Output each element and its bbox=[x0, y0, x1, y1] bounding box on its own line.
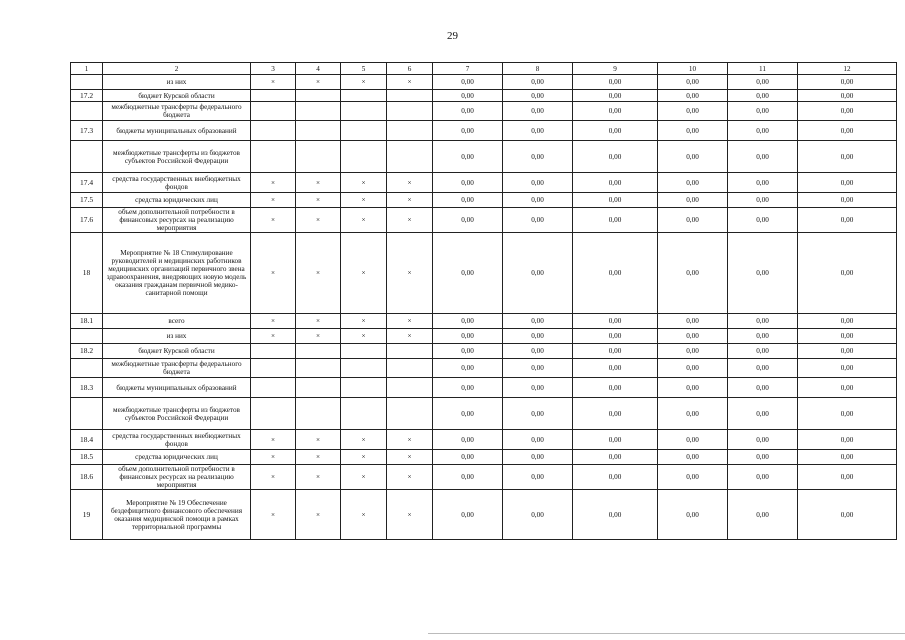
row-number bbox=[71, 359, 103, 378]
value-cell: 0,00 bbox=[728, 121, 798, 141]
value-cell: 0,00 bbox=[433, 75, 503, 90]
row-name: межбюджетные трансферты федерального бюджета bbox=[103, 359, 251, 378]
value-cell: 0,00 bbox=[433, 233, 503, 314]
value-cell: 0,00 bbox=[658, 90, 728, 102]
value-cell: 0,00 bbox=[573, 314, 658, 329]
value-cell: × bbox=[296, 75, 341, 90]
value-cell: 0,00 bbox=[433, 344, 503, 359]
row-number bbox=[71, 141, 103, 173]
table-row bbox=[71, 193, 897, 208]
value-cell: 0,00 bbox=[658, 314, 728, 329]
table-row bbox=[71, 465, 897, 490]
table-row bbox=[71, 450, 897, 465]
header-cell: 5 bbox=[341, 63, 387, 75]
value-cell bbox=[251, 359, 296, 378]
row-number: 17.4 bbox=[71, 173, 103, 193]
value-cell: 0,00 bbox=[728, 329, 798, 344]
value-cell: 0,00 bbox=[503, 314, 573, 329]
value-cell: 0,00 bbox=[728, 141, 798, 173]
value-cell: 0,00 bbox=[573, 378, 658, 398]
value-cell: 0,00 bbox=[573, 121, 658, 141]
value-cell: 0,00 bbox=[573, 102, 658, 121]
header-cell: 12 bbox=[798, 63, 897, 75]
row-number: 17.3 bbox=[71, 121, 103, 141]
row-name: средства юридических лиц bbox=[103, 450, 251, 465]
header-cell: 11 bbox=[728, 63, 798, 75]
value-cell: 0,00 bbox=[798, 344, 897, 359]
row-name: из них bbox=[103, 329, 251, 344]
value-cell: 0,00 bbox=[728, 465, 798, 490]
row-name: межбюджетные трансферты из бюджетов субъектов Российской Федерации bbox=[103, 141, 251, 173]
value-cell: 0,00 bbox=[658, 233, 728, 314]
row-name: средства государственных внебюджетных фондов bbox=[103, 173, 251, 193]
page-edge-line bbox=[428, 633, 905, 634]
value-cell: 0,00 bbox=[573, 490, 658, 540]
table-row bbox=[71, 344, 897, 359]
value-cell: × bbox=[251, 233, 296, 314]
row-number: 18.3 bbox=[71, 378, 103, 398]
value-cell: 0,00 bbox=[798, 193, 897, 208]
value-cell: 0,00 bbox=[798, 141, 897, 173]
value-cell: 0,00 bbox=[728, 102, 798, 121]
value-cell: × bbox=[251, 465, 296, 490]
value-cell: 0,00 bbox=[798, 233, 897, 314]
row-name: бюджет Курской области bbox=[103, 344, 251, 359]
value-cell: 0,00 bbox=[573, 233, 658, 314]
value-cell bbox=[387, 344, 433, 359]
value-cell: × bbox=[296, 193, 341, 208]
value-cell: × bbox=[251, 173, 296, 193]
value-cell: 0,00 bbox=[503, 465, 573, 490]
row-name: Мероприятие № 18 Стимулирование руководителей и медицинских работников медицинских организаций первичного звена здравоохранения, внедряющих новую модель оказания гражданам первичной медико-санитарной помощи bbox=[103, 233, 251, 314]
value-cell: 0,00 bbox=[798, 173, 897, 193]
value-cell: × bbox=[296, 314, 341, 329]
row-name: из них bbox=[103, 75, 251, 90]
value-cell bbox=[341, 141, 387, 173]
value-cell: 0,00 bbox=[433, 329, 503, 344]
row-name: бюджеты муниципальных образований bbox=[103, 378, 251, 398]
row-name: всего bbox=[103, 314, 251, 329]
value-cell: 0,00 bbox=[573, 359, 658, 378]
row-number: 18.4 bbox=[71, 430, 103, 450]
row-number bbox=[71, 398, 103, 430]
value-cell: × bbox=[341, 173, 387, 193]
value-cell: 0,00 bbox=[433, 490, 503, 540]
header-cell: 7 bbox=[433, 63, 503, 75]
value-cell bbox=[341, 121, 387, 141]
table-row bbox=[71, 121, 897, 141]
table-row bbox=[71, 398, 897, 430]
table-row bbox=[71, 208, 897, 233]
header-cell: 2 bbox=[103, 63, 251, 75]
value-cell: × bbox=[296, 465, 341, 490]
value-cell bbox=[387, 359, 433, 378]
value-cell: 0,00 bbox=[798, 398, 897, 430]
value-cell: 0,00 bbox=[503, 193, 573, 208]
value-cell: 0,00 bbox=[798, 90, 897, 102]
table-row bbox=[71, 359, 897, 378]
value-cell: 0,00 bbox=[658, 75, 728, 90]
table-row bbox=[71, 233, 897, 314]
value-cell: × bbox=[296, 173, 341, 193]
value-cell: 0,00 bbox=[658, 193, 728, 208]
row-name: бюджет Курской области bbox=[103, 90, 251, 102]
value-cell: 0,00 bbox=[728, 344, 798, 359]
value-cell bbox=[387, 378, 433, 398]
value-cell: 0,00 bbox=[503, 121, 573, 141]
value-cell: × bbox=[341, 465, 387, 490]
table-row bbox=[71, 378, 897, 398]
value-cell: × bbox=[251, 430, 296, 450]
value-cell: 0,00 bbox=[503, 329, 573, 344]
table-row bbox=[71, 314, 897, 329]
table-row bbox=[71, 90, 897, 102]
row-name: объем дополнительной потребности в финансовых ресурсах на реализацию мероприятия bbox=[103, 208, 251, 233]
row-number: 17.5 bbox=[71, 193, 103, 208]
value-cell: 0,00 bbox=[503, 141, 573, 173]
value-cell: 0,00 bbox=[573, 173, 658, 193]
value-cell: 0,00 bbox=[728, 193, 798, 208]
value-cell: 0,00 bbox=[798, 359, 897, 378]
value-cell bbox=[251, 141, 296, 173]
table-row bbox=[71, 490, 897, 540]
value-cell bbox=[251, 121, 296, 141]
value-cell: × bbox=[296, 450, 341, 465]
value-cell: × bbox=[251, 490, 296, 540]
value-cell bbox=[251, 90, 296, 102]
value-cell: × bbox=[341, 193, 387, 208]
value-cell: 0,00 bbox=[573, 344, 658, 359]
header-cell: 1 bbox=[71, 63, 103, 75]
row-name: средства юридических лиц bbox=[103, 193, 251, 208]
table-row bbox=[71, 329, 897, 344]
value-cell bbox=[296, 359, 341, 378]
value-cell: 0,00 bbox=[433, 398, 503, 430]
value-cell: × bbox=[251, 208, 296, 233]
value-cell: 0,00 bbox=[728, 173, 798, 193]
value-cell: 0,00 bbox=[658, 173, 728, 193]
value-cell bbox=[387, 121, 433, 141]
value-cell: 0,00 bbox=[503, 378, 573, 398]
value-cell: 0,00 bbox=[503, 208, 573, 233]
value-cell: × bbox=[387, 233, 433, 314]
row-number bbox=[71, 329, 103, 344]
value-cell: × bbox=[251, 75, 296, 90]
header-cell: 3 bbox=[251, 63, 296, 75]
value-cell: 0,00 bbox=[658, 398, 728, 430]
value-cell: 0,00 bbox=[433, 173, 503, 193]
value-cell: 0,00 bbox=[798, 314, 897, 329]
value-cell: 0,00 bbox=[573, 75, 658, 90]
value-cell: × bbox=[251, 329, 296, 344]
value-cell bbox=[341, 344, 387, 359]
value-cell: × bbox=[387, 430, 433, 450]
row-number: 19 bbox=[71, 490, 103, 540]
value-cell bbox=[296, 378, 341, 398]
value-cell: 0,00 bbox=[433, 208, 503, 233]
value-cell: 0,00 bbox=[798, 490, 897, 540]
value-cell: 0,00 bbox=[728, 378, 798, 398]
header-cell: 8 bbox=[503, 63, 573, 75]
value-cell: 0,00 bbox=[728, 233, 798, 314]
value-cell bbox=[296, 398, 341, 430]
value-cell: 0,00 bbox=[503, 490, 573, 540]
table-row bbox=[71, 430, 897, 450]
value-cell: 0,00 bbox=[573, 193, 658, 208]
value-cell: 0,00 bbox=[503, 430, 573, 450]
value-cell bbox=[341, 102, 387, 121]
value-cell: 0,00 bbox=[728, 430, 798, 450]
row-number: 18 bbox=[71, 233, 103, 314]
value-cell: × bbox=[341, 233, 387, 314]
value-cell: 0,00 bbox=[433, 359, 503, 378]
value-cell: 0,00 bbox=[798, 75, 897, 90]
value-cell: 0,00 bbox=[798, 465, 897, 490]
value-cell: 0,00 bbox=[798, 208, 897, 233]
value-cell: 0,00 bbox=[728, 490, 798, 540]
value-cell: × bbox=[387, 465, 433, 490]
page-number: 29 bbox=[447, 30, 458, 42]
value-cell bbox=[251, 398, 296, 430]
value-cell bbox=[387, 90, 433, 102]
row-name: объем дополнительной потребности в финансовых ресурсах на реализацию мероприятия bbox=[103, 465, 251, 490]
value-cell: 0,00 bbox=[658, 490, 728, 540]
value-cell bbox=[251, 102, 296, 121]
row-number: 17.6 bbox=[71, 208, 103, 233]
value-cell: 0,00 bbox=[503, 344, 573, 359]
table-body bbox=[71, 63, 897, 540]
value-cell: 0,00 bbox=[433, 102, 503, 121]
value-cell: × bbox=[296, 233, 341, 314]
value-cell: × bbox=[251, 193, 296, 208]
value-cell: 0,00 bbox=[433, 465, 503, 490]
row-number: 17.2 bbox=[71, 90, 103, 102]
value-cell: × bbox=[387, 208, 433, 233]
value-cell bbox=[296, 90, 341, 102]
value-cell: 0,00 bbox=[798, 121, 897, 141]
value-cell: 0,00 bbox=[503, 90, 573, 102]
value-cell: 0,00 bbox=[433, 314, 503, 329]
row-number bbox=[71, 102, 103, 121]
table-row bbox=[71, 75, 897, 90]
value-cell: 0,00 bbox=[433, 141, 503, 173]
value-cell: 0,00 bbox=[433, 378, 503, 398]
value-cell bbox=[387, 102, 433, 121]
value-cell: 0,00 bbox=[433, 121, 503, 141]
value-cell: × bbox=[387, 490, 433, 540]
table-row bbox=[71, 141, 897, 173]
value-cell: 0,00 bbox=[503, 233, 573, 314]
value-cell: 0,00 bbox=[728, 359, 798, 378]
row-name: межбюджетные трансферты из бюджетов субъектов Российской Федерации bbox=[103, 398, 251, 430]
value-cell: × bbox=[387, 450, 433, 465]
value-cell bbox=[296, 141, 341, 173]
value-cell: 0,00 bbox=[658, 430, 728, 450]
value-cell bbox=[251, 344, 296, 359]
value-cell: 0,00 bbox=[573, 208, 658, 233]
table-row bbox=[71, 173, 897, 193]
value-cell: 0,00 bbox=[503, 398, 573, 430]
value-cell: 0,00 bbox=[503, 450, 573, 465]
value-cell: 0,00 bbox=[728, 75, 798, 90]
value-cell: 0,00 bbox=[728, 398, 798, 430]
value-cell: 0,00 bbox=[503, 173, 573, 193]
value-cell: 0,00 bbox=[798, 329, 897, 344]
value-cell: 0,00 bbox=[573, 430, 658, 450]
value-cell: × bbox=[296, 430, 341, 450]
value-cell: × bbox=[251, 450, 296, 465]
row-name: межбюджетные трансферты федерального бюджета bbox=[103, 102, 251, 121]
row-name: Мероприятие № 19 Обеспечение бездефицитного финансового обеспечения оказания медицинской помощи в рамках территориальной программы bbox=[103, 490, 251, 540]
value-cell: × bbox=[341, 75, 387, 90]
value-cell: 0,00 bbox=[658, 329, 728, 344]
value-cell: × bbox=[387, 193, 433, 208]
value-cell bbox=[251, 378, 296, 398]
value-cell: × bbox=[341, 450, 387, 465]
header-cell: 4 bbox=[296, 63, 341, 75]
value-cell bbox=[387, 398, 433, 430]
header-cell: 6 bbox=[387, 63, 433, 75]
value-cell: × bbox=[387, 314, 433, 329]
value-cell: 0,00 bbox=[503, 75, 573, 90]
value-cell: 0,00 bbox=[573, 450, 658, 465]
value-cell: 0,00 bbox=[658, 121, 728, 141]
value-cell: 0,00 bbox=[658, 359, 728, 378]
value-cell: × bbox=[296, 490, 341, 540]
value-cell: × bbox=[341, 314, 387, 329]
value-cell: × bbox=[296, 329, 341, 344]
budget-table bbox=[70, 62, 897, 540]
value-cell: × bbox=[387, 75, 433, 90]
value-cell: 0,00 bbox=[658, 141, 728, 173]
value-cell: 0,00 bbox=[433, 193, 503, 208]
value-cell: 0,00 bbox=[658, 378, 728, 398]
value-cell: 0,00 bbox=[658, 208, 728, 233]
value-cell: 0,00 bbox=[503, 102, 573, 121]
value-cell: × bbox=[387, 329, 433, 344]
header-cell: 9 bbox=[573, 63, 658, 75]
value-cell: 0,00 bbox=[433, 430, 503, 450]
table-row bbox=[71, 102, 897, 121]
row-number: 18.2 bbox=[71, 344, 103, 359]
row-number bbox=[71, 75, 103, 90]
value-cell: × bbox=[296, 208, 341, 233]
value-cell bbox=[341, 378, 387, 398]
row-name: средства государственных внебюджетных фондов bbox=[103, 430, 251, 450]
header-cell: 10 bbox=[658, 63, 728, 75]
value-cell: 0,00 bbox=[503, 359, 573, 378]
value-cell bbox=[387, 141, 433, 173]
row-number: 18.5 bbox=[71, 450, 103, 465]
value-cell: × bbox=[387, 173, 433, 193]
value-cell: 0,00 bbox=[658, 102, 728, 121]
value-cell: 0,00 bbox=[728, 90, 798, 102]
header-row bbox=[71, 63, 897, 75]
value-cell bbox=[341, 398, 387, 430]
value-cell: 0,00 bbox=[573, 141, 658, 173]
value-cell: 0,00 bbox=[573, 329, 658, 344]
value-cell: 0,00 bbox=[433, 450, 503, 465]
value-cell: 0,00 bbox=[728, 208, 798, 233]
value-cell: 0,00 bbox=[573, 398, 658, 430]
value-cell: 0,00 bbox=[573, 465, 658, 490]
value-cell: × bbox=[251, 314, 296, 329]
value-cell: 0,00 bbox=[433, 90, 503, 102]
value-cell bbox=[341, 90, 387, 102]
value-cell: 0,00 bbox=[798, 102, 897, 121]
value-cell bbox=[341, 359, 387, 378]
value-cell: 0,00 bbox=[798, 378, 897, 398]
value-cell: × bbox=[341, 430, 387, 450]
value-cell: 0,00 bbox=[658, 465, 728, 490]
value-cell: 0,00 bbox=[658, 344, 728, 359]
value-cell: 0,00 bbox=[798, 430, 897, 450]
value-cell: 0,00 bbox=[658, 450, 728, 465]
value-cell: 0,00 bbox=[728, 314, 798, 329]
value-cell bbox=[296, 121, 341, 141]
row-number: 18.6 bbox=[71, 465, 103, 490]
value-cell bbox=[296, 102, 341, 121]
value-cell: 0,00 bbox=[728, 450, 798, 465]
row-name: бюджеты муниципальных образований bbox=[103, 121, 251, 141]
value-cell: 0,00 bbox=[573, 90, 658, 102]
row-number: 18.1 bbox=[71, 314, 103, 329]
value-cell: × bbox=[341, 329, 387, 344]
value-cell: 0,00 bbox=[798, 450, 897, 465]
value-cell: × bbox=[341, 208, 387, 233]
value-cell: × bbox=[341, 490, 387, 540]
value-cell bbox=[296, 344, 341, 359]
